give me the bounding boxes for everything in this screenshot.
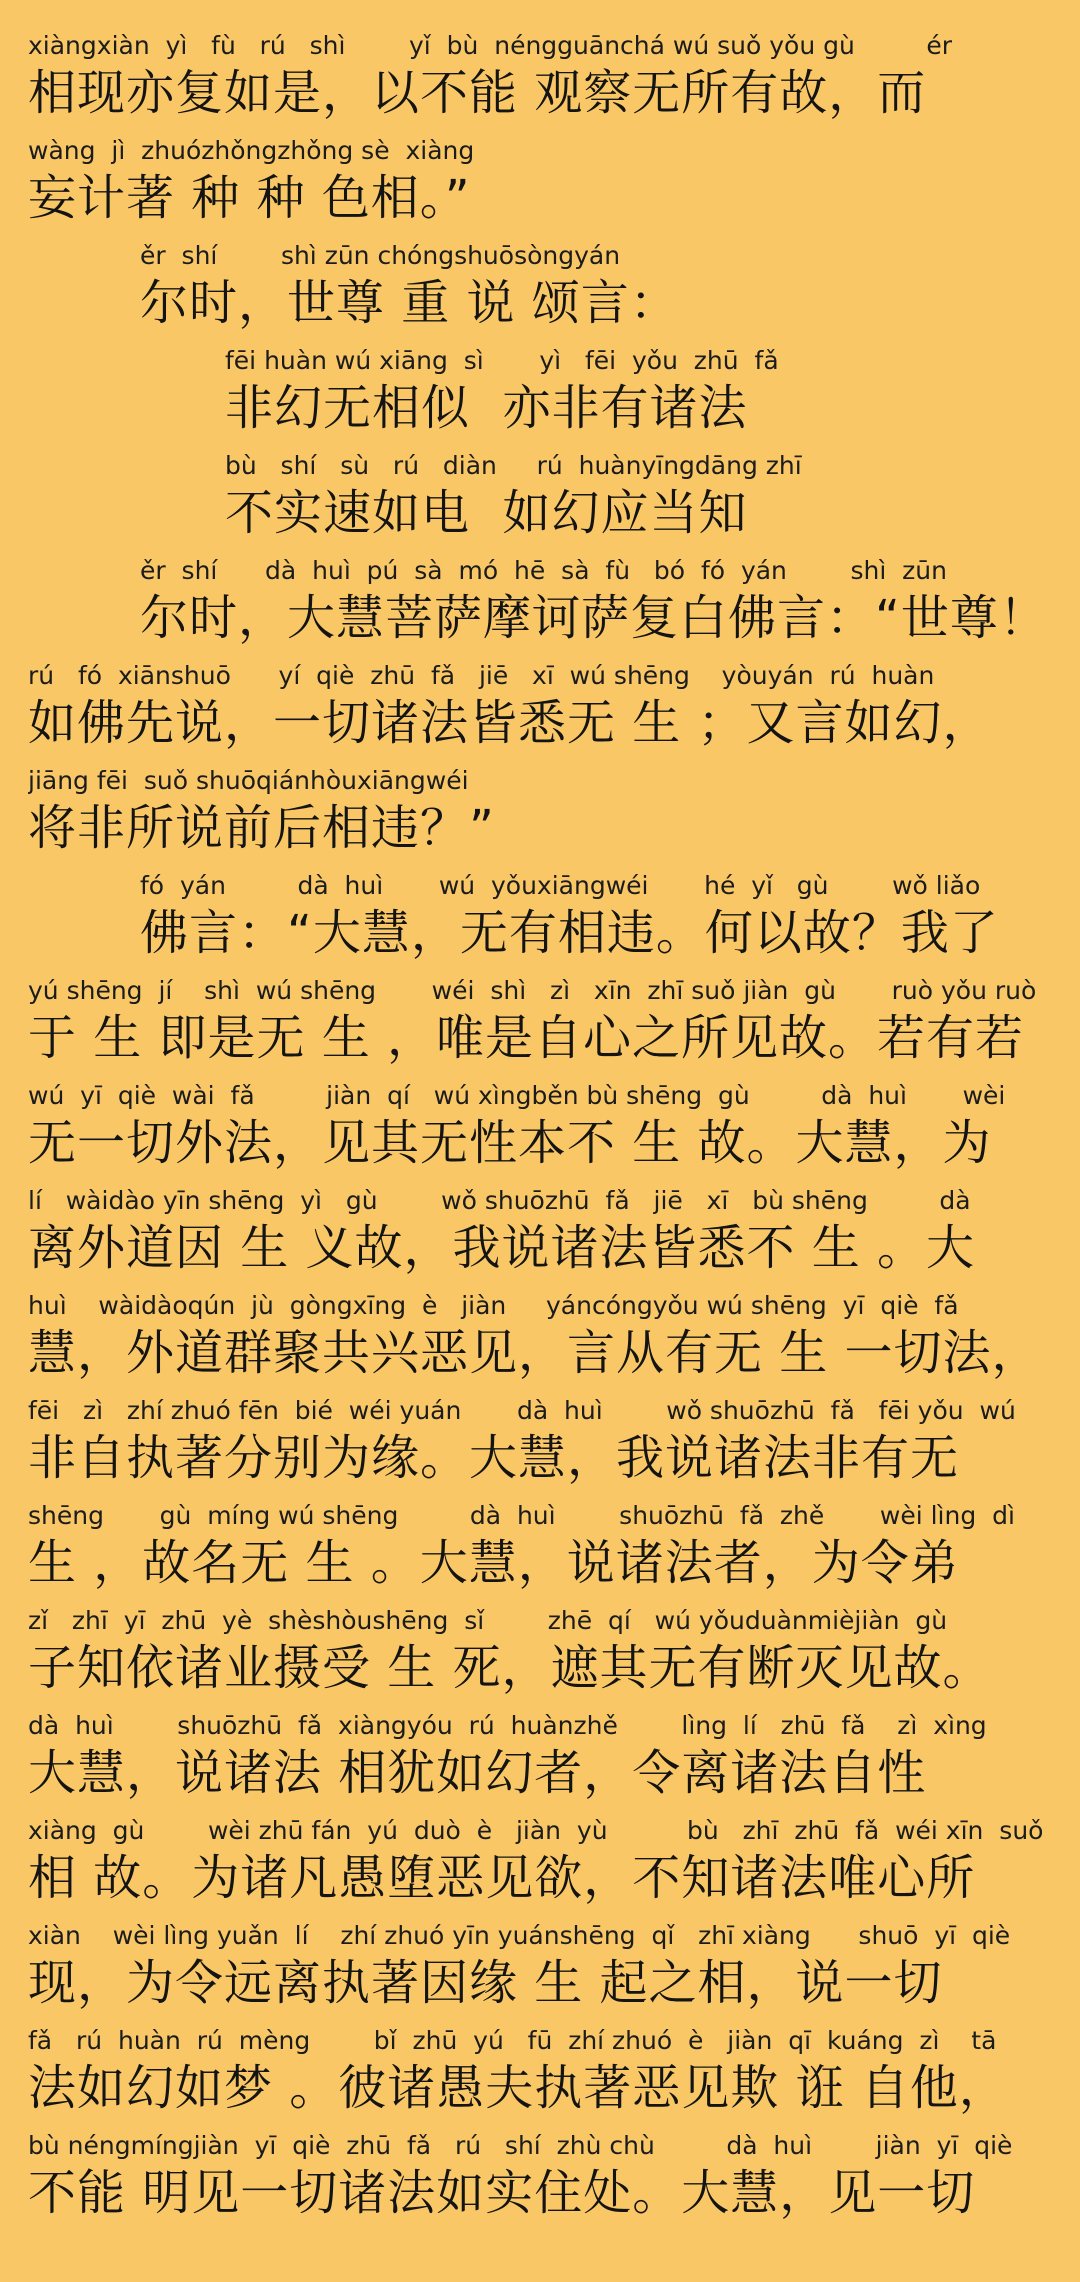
- chinese-text: 相 故。为诸凡愚堕恶见欲，不知诸法唯心所: [28, 1850, 976, 1906]
- chinese-text: 于 生 即是无 生 ，唯是自心之所见故。若有若: [28, 1010, 1025, 1066]
- chinese-text: 妄计著 种 种 色相。”: [28, 170, 471, 226]
- pinyin-annotation: fēi huàn wú xiāng sì yì fēi yǒu zhū fǎ: [225, 346, 779, 375]
- chinese-text: 如佛先说，一切诸法皆悉无 生 ；又言如幻，: [28, 695, 992, 751]
- text-line: [28, 1605, 1080, 1705]
- text-line: [28, 765, 1080, 865]
- pinyin-annotation: zǐ zhī yī zhū yè shèshòushēng sǐ zhē qí wú yǒuduànmièjiàn gù: [28, 1606, 948, 1635]
- text-line: [28, 135, 1080, 235]
- chinese-text: 大慧，说诸法 相犹如幻者，令离诸法自性: [28, 1745, 927, 1801]
- pinyin-annotation: ěr shí shì zūn chóngshuōsòngyán: [140, 241, 621, 270]
- text-line: [28, 1920, 1080, 2020]
- pinyin-annotation: huì wàidàoqún jù gòngxīng è jiàn yáncóngyǒu wú shēng yī qiè fǎ: [28, 1291, 959, 1320]
- chinese-text: 佛言：“大慧，无有相违。何以故？我了: [140, 905, 999, 961]
- text-line: [28, 2130, 1080, 2230]
- pinyin-annotation: bù shí sù rú diàn rú huànyīngdāng zhī: [225, 451, 802, 480]
- pinyin-annotation: jiāng fēi suǒ shuōqiánhòuxiāngwéi: [28, 766, 469, 795]
- pinyin-annotation: shēng gù míng wú shēng dà huì shuōzhū fǎ zhě wèi lìng dì: [28, 1501, 1015, 1530]
- text-line: [28, 660, 1080, 760]
- verse-line: [225, 345, 1080, 445]
- chinese-text: 无一切外法，见其无性本不 生 故。大慧，为: [28, 1115, 992, 1171]
- text-line: [28, 30, 1080, 130]
- chinese-text: 不实速如电 如幻应当知: [225, 485, 748, 541]
- verse-line: [225, 450, 1080, 550]
- pinyin-annotation: xiàn wèi lìng yuǎn lí zhí zhuó yīn yuánshēng qǐ zhī xiàng shuō yī qiè: [28, 1921, 1011, 1950]
- pinyin-annotation: wú yī qiè wài fǎ jiàn qí wú xìngběn bù shēng gù dà huì wèi: [28, 1081, 1006, 1110]
- text-line: [140, 240, 1080, 340]
- pinyin-annotation: xiàng gù wèi zhū fán yú duò è jiàn yù bù zhī zhū fǎ wéi xīn suǒ: [28, 1816, 1044, 1845]
- chinese-text: 现，为令远离执著因缘 生 起之相，说一切: [28, 1955, 943, 2011]
- pinyin-annotation: fǎ rú huàn rú mèng bǐ zhū yú fū zhí zhuó è jiàn qī kuáng zì tā: [28, 2026, 997, 2055]
- chinese-text: 离外道因 生 义故，我说诸法皆悉不 生 。大: [28, 1220, 976, 1276]
- pinyin-annotation: fēi zì zhí zhuó fēn bié wéi yuán dà huì wǒ shuōzhū fǎ fēi yǒu wú: [28, 1396, 1016, 1425]
- text-line: [28, 1815, 1080, 1915]
- chinese-text: 子知依诸业摄受 生 死，遮其无有断灭见故。: [28, 1640, 992, 1696]
- chinese-text: 非幻无相似 亦非有诸法: [225, 380, 748, 436]
- text-line: [28, 2025, 1080, 2125]
- pinyin-annotation: xiàngxiàn yì fù rú shì yǐ bù néngguānchá wú suǒ yǒu gù ér: [28, 31, 953, 60]
- text-line: [28, 1395, 1080, 1495]
- text-line: [140, 555, 1080, 655]
- chinese-text: 相现亦复如是，以不能 观察无所有故，而: [28, 65, 927, 121]
- chinese-text: 法如幻如梦 。彼诸愚夫执著恶见欺 诳 自他，: [28, 2060, 1008, 2116]
- chinese-text: 慧，外道群聚共兴恶见，言从有无 生 一切法，: [28, 1325, 1041, 1381]
- pinyin-annotation: bù néngmíngjiàn yī qiè zhū fǎ rú shí zhù chù dà huì jiàn yī qiè: [28, 2131, 1013, 2160]
- text-line: [140, 870, 1080, 970]
- pinyin-annotation: fó yán dà huì wú yǒuxiāngwéi hé yǐ gù wǒ liǎo: [140, 871, 981, 900]
- pinyin-annotation: wàng jì zhuózhǒngzhǒng sè xiàng: [28, 136, 475, 165]
- pinyin-annotation: lí wàidào yīn shēng yì gù wǒ shuōzhū fǎ jiē xī bù shēng dà: [28, 1186, 971, 1215]
- chinese-text: 非自执著分别为缘。大慧，我说诸法非有无: [28, 1430, 960, 1486]
- text-line: [28, 1080, 1080, 1180]
- chinese-text: 不能 明见一切诸法如实住处。大慧，见一切: [28, 2165, 976, 2221]
- chinese-text: 尔时，世尊 重 说 颂言：: [140, 275, 679, 331]
- chinese-text: 将非所说前后相违？”: [28, 800, 495, 856]
- pinyin-annotation: ěr shí dà huì pú sà mó hē sà fù bó fó yán shì zūn: [140, 556, 947, 585]
- pinyin-annotation: dà huì shuōzhū fǎ xiàngyóu rú huànzhě lìng lí zhū fǎ zì xìng: [28, 1711, 987, 1740]
- pinyin-annotation: rú fó xiānshuō yí qiè zhū fǎ jiē xī wú shēng yòuyán rú huàn: [28, 661, 935, 690]
- chinese-text: 尔时，大慧菩萨摩诃萨复白佛言：“世尊！: [140, 590, 1048, 646]
- text-line: [28, 1185, 1080, 1285]
- text-line: [28, 1290, 1080, 1390]
- text-line: [28, 975, 1080, 1075]
- pinyin-annotation: yú shēng jí shì wú shēng wéi shì zì xīn zhī suǒ jiàn gù ruò yǒu ruò: [28, 976, 1037, 1005]
- text-line: [28, 1500, 1080, 1600]
- text-line: [28, 1710, 1080, 1810]
- chinese-text: 生 ，故名无 生 。大慧，说诸法者，为令弟: [28, 1535, 959, 1591]
